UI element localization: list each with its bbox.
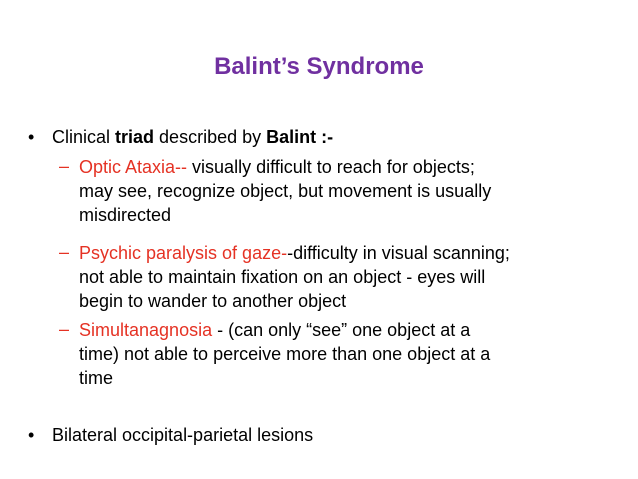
subpoint-term: Optic Ataxia-- <box>79 157 188 177</box>
dash-symbol: – <box>59 156 70 176</box>
bullet-text-mid: described by <box>154 127 267 147</box>
subpoint-line: begin to wander to another object <box>79 291 347 311</box>
subpoint-term: Simultanagnosia <box>79 320 213 340</box>
subpoint-line: time <box>79 368 114 388</box>
bullet-symbol: • <box>28 425 35 445</box>
subpoint-body <box>79 241 599 313</box>
subpoint-rest: visually difficult to reach for objects; <box>187 157 475 177</box>
subpoint-term: Psychic paralysis of gaze- <box>79 243 288 263</box>
subpoint-body <box>79 155 599 227</box>
subpoint-line <box>79 155 599 179</box>
subpoint-body <box>79 318 599 390</box>
subpoint-line: may see, recognize object, but movement is usually <box>79 181 492 201</box>
bullet-text-pre: Clinical <box>52 127 116 147</box>
subpoint-rest: -difficulty in visual scanning; <box>287 243 510 263</box>
subpoint-line: misdirected <box>79 205 172 225</box>
subpoint-line: time) not able to perceive more than one object at a <box>79 344 491 364</box>
subpoint-line <box>79 318 599 342</box>
bullet-text <box>52 126 333 148</box>
bullet-text: Bilateral occipital-parietal lesions <box>52 425 314 445</box>
bullet-text-balint: Balint :- <box>266 127 334 147</box>
slide-title: Balint’s Syndrome <box>214 53 424 80</box>
bullet-text-triad: triad <box>115 127 155 147</box>
dash-symbol: – <box>59 319 70 339</box>
subpoint-rest: - (can only “see” one object at a <box>212 320 471 340</box>
dash-symbol: – <box>59 242 70 262</box>
bullet-symbol: • <box>28 127 35 147</box>
subpoint-line <box>79 241 599 265</box>
subpoint-line: not able to maintain fixation on an object - eyes will <box>79 267 486 287</box>
